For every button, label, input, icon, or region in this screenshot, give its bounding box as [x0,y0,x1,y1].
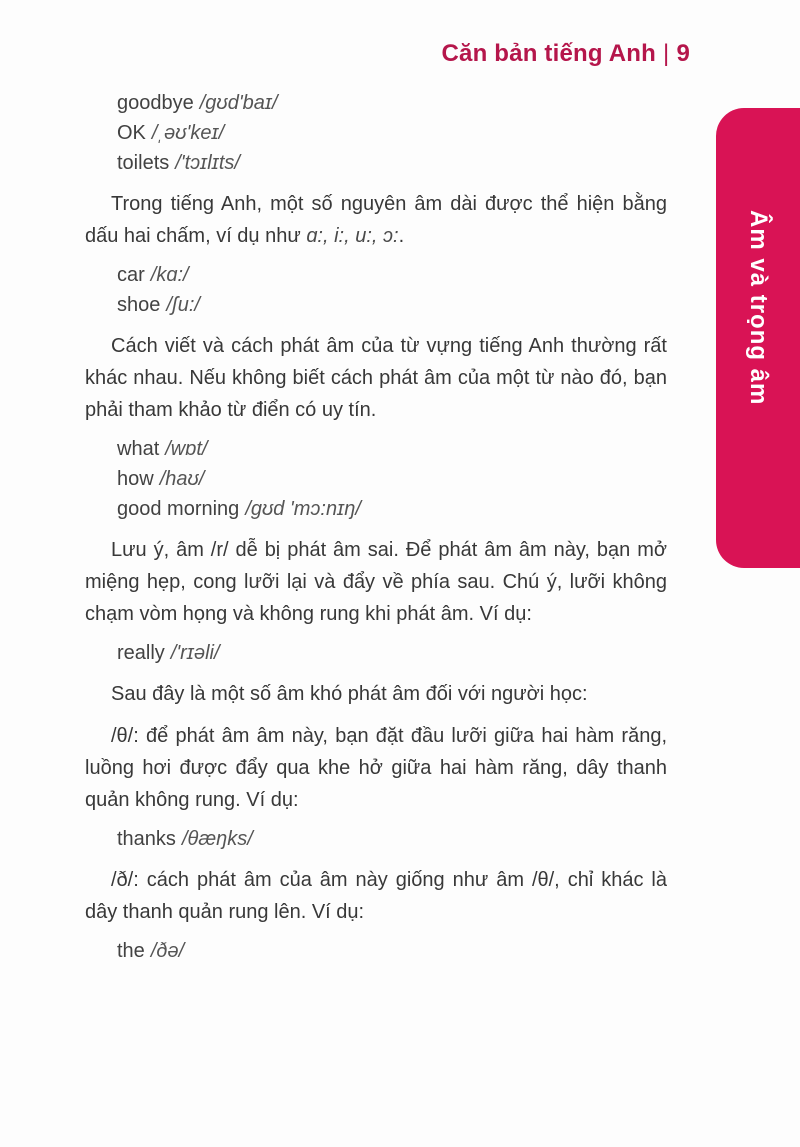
page-number: 9 [676,40,690,67]
example-word: shoe [117,294,161,316]
pronunciation-example [117,824,667,854]
header-separator: | [663,40,670,67]
example-phonetic: /ðə/ [150,940,185,962]
example-word: the [117,940,145,962]
paragraph-text: Trong tiếng Anh, một số nguyên âm dài được thể hiện bằng dấu hai chấm, ví dụ như [85,193,667,247]
paragraph-theta-sound: /θ/: để phát âm âm này, bạn đặt đầu lưỡi giữa hai hàm răng, luồng hơi được đẩy qua khe hở giữa hai hàm răng, dây thanh quản không rung. Ví dụ: [85,725,667,811]
example-word: what [117,438,160,460]
example-word: thanks [117,828,176,850]
example-phonetic: /gʊd 'mɔ:nɪŋ/ [245,498,361,520]
pronunciation-example [117,936,667,966]
pronunciation-example [117,290,667,320]
pronunciation-example [117,464,667,494]
paragraph-r-sound: Lưu ý, âm /r/ dễ bị phát âm sai. Để phát âm âm này, bạn mở miệng hẹp, cong lưỡi lại và đẩy về phía sau. Chú ý, lưỡi không chạm vòm họng và không rung khi phát âm. Ví dụ: [85,539,667,625]
pronunciation-example [117,434,667,464]
example-word: really [117,642,165,664]
example-phonetic: /θæŋks/ [181,828,253,850]
example-word: car [117,264,145,286]
chapter-tab [716,108,800,568]
chapter-tab-label: Âm và trọng âm [745,210,772,406]
pronunciation-example [117,638,667,668]
paragraph-spelling-vs-pronunciation: Cách viết và cách phát âm của từ vựng tiếng Anh thường rất khác nhau. Nếu không biết cách phát âm của một từ nào đó, bạn phải tham khảo từ điển có uy tín. [85,335,667,421]
example-phonetic: /wɒt/ [165,438,208,460]
example-phonetic: /gʊd'baɪ/ [199,92,278,114]
example-phonetic: /kɑ:/ [150,264,189,286]
example-phonetic: /'rɪəli/ [170,642,220,664]
example-word: goodbye [117,92,194,114]
paragraph-long-vowels [85,188,667,252]
example-word: good morning [117,498,240,520]
example-phonetic: /ˌəʊ'keɪ/ [151,122,225,144]
example-word: OK [117,122,146,144]
example-phonetic: /ʃu:/ [166,294,200,316]
pronunciation-example [117,148,667,178]
example-phonetic: /'tɔɪlɪts/ [175,152,240,174]
pronunciation-example [117,494,667,524]
page-header [0,40,690,68]
pronunciation-example [117,118,667,148]
book-title: Căn bản tiếng Anh [441,40,656,67]
paragraph-hard-sounds-intro: Sau đây là một số âm khó phát âm đối với người học: [111,683,588,705]
example-word: how [117,468,154,490]
vowel-symbols: ɑ:, i:, u:, ɔ: [306,225,399,247]
pronunciation-example [117,260,667,290]
pronunciation-example [117,88,667,118]
page-content [85,88,667,966]
paragraph-eth-sound: /ð/: cách phát âm của âm này giống như âm /θ/, chỉ khác là dây thanh quản rung lên. Ví dụ: [85,869,667,923]
paragraph-text: . [398,225,405,247]
example-word: toilets [117,152,170,174]
example-phonetic: /haʊ/ [159,468,205,490]
